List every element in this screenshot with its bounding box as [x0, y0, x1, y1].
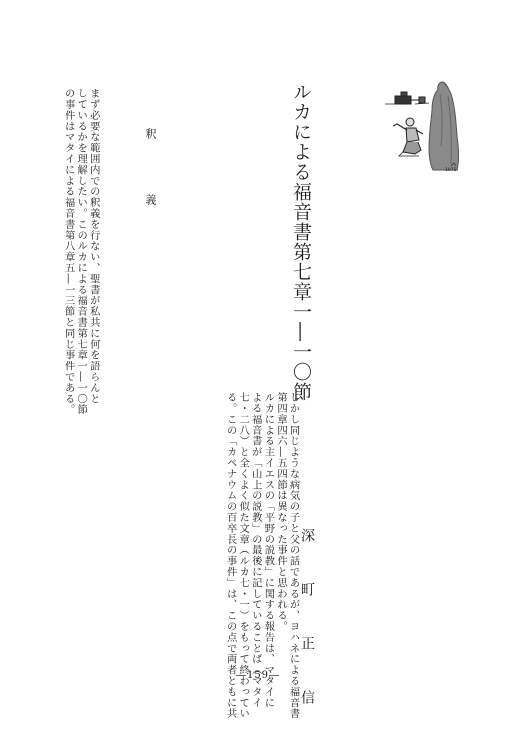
paragraph-line: 七・二八）と全くよく似た文章（ルカ七・一）をもって終わってい [237, 392, 250, 719]
paragraph-line: よる福音書が「山上の説教」の最後に記していることば（マタイ [249, 392, 262, 709]
paragraph-line: しかし同じような病気の子と父の話であるが、ヨハネによる福音書 [287, 392, 300, 719]
paragraph-line: しているかを理解したい。このルカによる福音書第七章一―一〇節 [75, 88, 88, 415]
paragraph-line: る。この「カペナウムの百卒長の事件」は、この点で両者ともに共 [224, 392, 237, 719]
paragraph-line: ルカによる主イエスの「平野の説教」に関する報告は、マタイに [262, 392, 275, 709]
article-title: ルカによる福音書第七章一―一〇節 [290, 82, 312, 402]
author-name: 深 町 正 信 [299, 528, 315, 717]
illustration-signature: 1975. [445, 168, 458, 172]
paragraph-left [62, 88, 100, 415]
paragraph-line: まず必要な範囲内での釈義を行ない、聖書が私共に何を語らんと [87, 88, 100, 405]
illustration-sketch [385, 76, 463, 172]
section-heading: 釈 義 [144, 128, 157, 227]
paragraph-line: の事件はマタイによる福音書第八章五―一三節と同じ事件である。 [62, 88, 75, 415]
paragraph-line: 第四章四六―五四節は異なった事件と思われる。 [274, 392, 287, 632]
page-number: ―159― [235, 670, 281, 681]
